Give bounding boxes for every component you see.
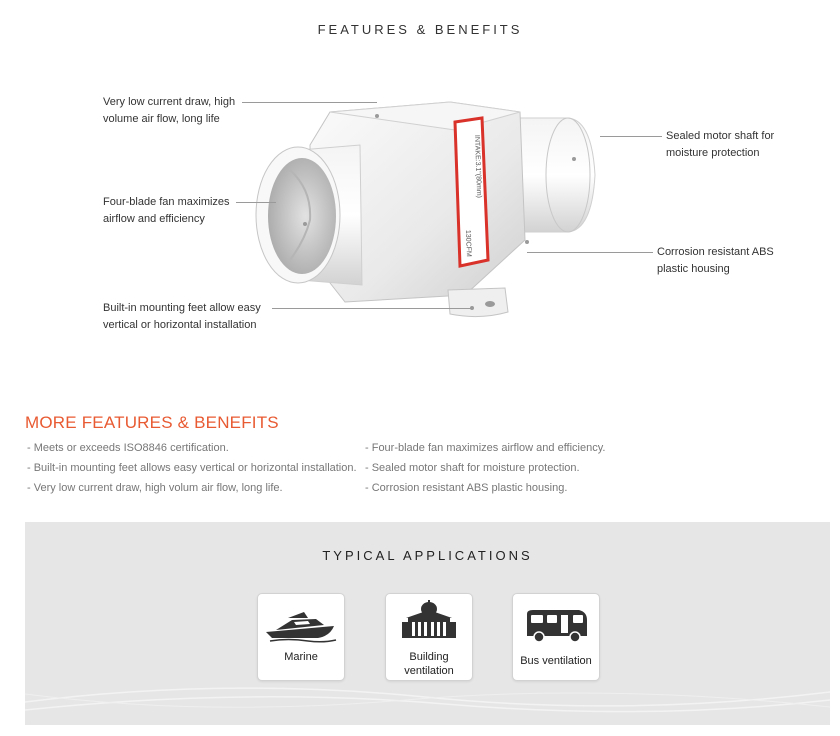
applications-title: TYPICAL APPLICATIONS: [322, 548, 533, 563]
product-label-intake: INTAKE:3.1"(80mm): [473, 134, 483, 199]
callout-mounting-feet: Built-in mounting feet allow easy vertical or horizontal installation: [103, 302, 261, 331]
features-title: FEATURES & BENEFITS: [317, 22, 523, 37]
app-label: Bus ventilation: [520, 655, 592, 667]
callout-abs-housing: Corrosion resistant ABS plastic housing: [657, 246, 774, 275]
callout-four-blade-fan: Four-blade fan maximizes airflow and efficiency: [103, 196, 230, 225]
list-item: - Built-in mounting feet allows easy vertical or horizontal installation.: [27, 462, 357, 474]
yacht-icon: [258, 606, 344, 646]
leader-line: [242, 102, 377, 103]
blower-product-image: [250, 90, 610, 335]
more-features-right-list: [365, 438, 605, 498]
more-features-title: MORE FEATURES & BENEFITS: [25, 413, 279, 432]
callout-current-draw: Very low current draw, high volume air flow, long life: [103, 96, 236, 125]
leader-dot: [303, 222, 307, 226]
app-label: Building: [409, 651, 449, 663]
building-icon: [386, 600, 472, 640]
leader-dot: [572, 157, 576, 161]
leader-line: [600, 136, 662, 137]
list-item: - Four-blade fan maximizes airflow and efficiency.: [365, 442, 606, 454]
list-item: - Meets or exceeds ISO8846 certification.: [27, 442, 229, 454]
application-card-building[interactable]: [385, 593, 473, 681]
app-label: Marine: [284, 651, 318, 663]
leader-dot: [470, 306, 474, 310]
decorative-wave-lines: [25, 672, 830, 725]
typical-applications-panel: [25, 522, 830, 725]
leader-dot: [525, 240, 529, 244]
leader-line: [236, 202, 276, 203]
application-card-bus[interactable]: [512, 593, 600, 681]
list-item: - Very low current draw, high volum air flow, long life.: [27, 482, 283, 494]
callout-sealed-shaft: Sealed motor shaft for moisture protection: [666, 130, 775, 159]
leader-dot: [375, 114, 379, 118]
more-features-left-list: [27, 438, 357, 498]
app-label: ventilation: [404, 665, 454, 677]
leader-line: [272, 308, 472, 309]
leader-line: [527, 252, 653, 253]
list-item: - Sealed motor shaft for moisture protection.: [365, 462, 580, 474]
product-label-cfm: 130CFM: [464, 229, 472, 257]
bus-icon: [513, 606, 599, 646]
list-item: - Corrosion resistant ABS plastic housing.: [365, 482, 568, 494]
application-card-marine[interactable]: [257, 593, 345, 681]
